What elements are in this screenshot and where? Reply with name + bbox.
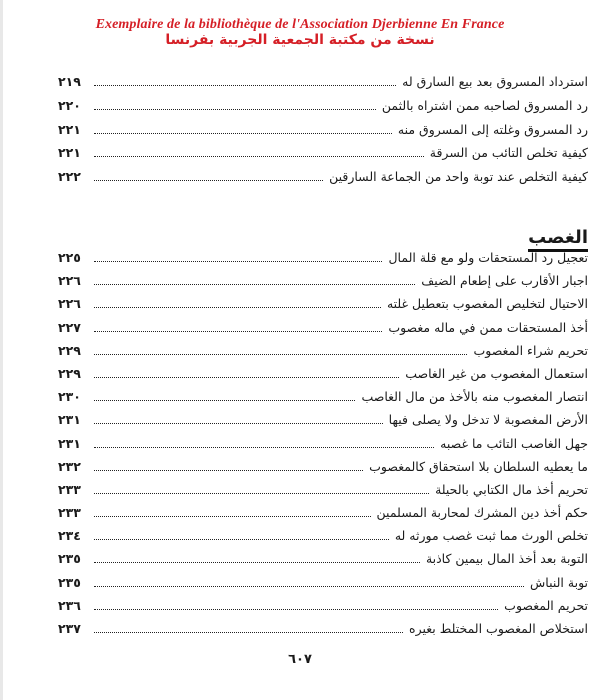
dot-leader [94,156,424,157]
toc-entry [58,530,588,553]
toc-entry [58,121,588,148]
dot-leader [94,470,363,471]
toc-entry [58,458,588,484]
toc-entry-title: كيفية تخلص التائب من السرقة [429,145,588,161]
toc-entry [58,414,588,437]
toc-entry-title: أخذ المستحقات ممن في ماله مغصوب [388,319,588,335]
toc-entry-page: ٢٣٠ [58,389,81,405]
toc-entry-page: ٢٢٩ [58,365,81,381]
toc-entry-title: ما يعطيه السلطان بلا استحقاق كالمغصوب [369,458,588,474]
toc-entry-page: ٢٢١ [58,145,81,161]
toc-entry-page: ٢٢٠ [58,97,81,113]
page-edge [0,0,3,700]
toc-entry [58,623,588,646]
toc-entry-title: انتصار المغصوب منه بالأخذ من مال الغاصب [361,389,588,405]
toc-section [58,252,588,646]
dot-leader [94,539,389,540]
toc-entry [58,319,588,345]
toc-entry [58,553,588,576]
dot-leader [94,516,371,517]
toc-entry-title: رد المسروق لصاحبه ممن اشتراه بالثمن [381,97,588,113]
toc-entry-title: توبة النباش [530,574,588,590]
toc-entry [58,507,588,530]
toc-entry [58,275,588,298]
toc-entry-page: ٢٢٦ [58,273,81,289]
dot-leader [94,284,415,285]
toc-entry-page: ٢١٩ [58,74,81,89]
dot-leader [94,447,434,448]
dot-leader [94,261,382,262]
dot-leader [94,307,381,308]
toc-entry-page: ٢٢٩ [58,342,81,358]
toc-continued [58,76,588,195]
toc-entry [58,147,588,171]
toc-entry-title: تحريم شراء المغصوب [473,342,588,358]
dot-leader [94,609,498,610]
dot-leader [94,85,396,86]
dot-leader [94,180,323,181]
toc-entry-page: ٢٣١ [58,412,81,428]
toc-entry-title: كيفية التخلص عند توبة واحد من الجماعة السارقين [329,169,588,185]
dot-leader [94,133,392,134]
page-number: ٦٠٧ [288,652,312,667]
dot-leader [94,400,355,401]
toc-entry-page: ٢٢١ [58,121,81,137]
toc-entry [58,597,588,623]
toc-entry-title: استعمال المغصوب من غير الغاصب [405,365,588,381]
toc-entry [58,435,588,461]
toc-entry [58,298,588,321]
toc-entry-page: ٢٣١ [58,435,81,451]
toc-entry-title: الأرض المغصوبة لا تدخل ولا يصلى فيها [388,412,588,428]
toc-entry-title: تخلص الورث مما ثبت غصب مورثه له [394,528,588,544]
toc-entry [58,252,588,275]
stamp-line-arabic: نسخة من مكتبة الجمعية الجربية بفرنسا [165,31,435,48]
toc-entry-page: ٢٢٦ [58,296,81,312]
dot-leader [94,632,403,633]
toc-entry-page: ٢٣٧ [58,621,81,636]
toc-entry [58,391,588,414]
toc-entry-page: ٢٢٢ [58,169,81,185]
dot-leader [94,354,467,355]
toc-entry-title: حكم أخذ دين المشرك لمحاربة المسلمين [376,505,588,521]
dot-leader [94,331,382,332]
toc-entry-title: استرداد المسروق بعد بيع السارق له [402,74,588,89]
stamp-line-french: Exemplaire de la bibliothèque de l'Association Djerbienne En France [95,17,505,32]
toc-entry-title: استخلاص المغصوب المختلط بغيره [409,621,588,636]
toc-entry-page: ٢٢٥ [58,250,81,265]
toc-entry-title: رد المسروق وغلته إلى المسروق منه [397,121,588,137]
toc-entry-title: تعجيل رد المستحقات ولو مع قلة المال [388,250,588,265]
toc-entry [58,481,588,507]
toc-entry [58,76,588,100]
toc-entry-title: الاحتيال لتخليص المغصوب بتعطيل غلته [386,296,588,312]
toc-entry-title: جهل الغاصب التائب ما غصبه [440,435,588,451]
dot-leader [94,586,524,587]
toc-entry-page: ٢٣٥ [58,574,81,590]
toc-entry-page: ٢٣٢ [58,458,81,474]
toc-entry [58,365,588,391]
toc-entry [58,342,588,368]
toc-entry-title: اجبار الأقارب على إطعام الضيف [421,273,588,289]
toc-entry-title: تحريم أخذ مال الكتابي بالحيلة [435,481,588,497]
toc-entry-title: تحريم المغصوب [504,597,588,613]
toc-entry [58,171,588,195]
dot-leader [94,423,383,424]
toc-entry-page: ٢٣٤ [58,528,81,544]
toc-entry-title: التوبة بعد أخذ المال بيمين كاذبة [425,551,588,567]
toc-entry-page: ٢٣٣ [58,481,81,497]
dot-leader [94,109,376,110]
dot-leader [94,377,399,378]
toc-entry-page: ٢٣٣ [58,505,81,521]
dot-leader [94,562,420,563]
toc-entry [58,97,588,124]
toc-entry [58,574,588,600]
toc-entry-page: ٢٣٥ [58,551,81,567]
library-stamp [0,18,600,47]
toc-entry-page: ٢٢٧ [58,319,81,335]
section-heading: الغصب [528,227,588,252]
toc-entry-page: ٢٣٦ [58,597,81,613]
dot-leader [94,493,429,494]
